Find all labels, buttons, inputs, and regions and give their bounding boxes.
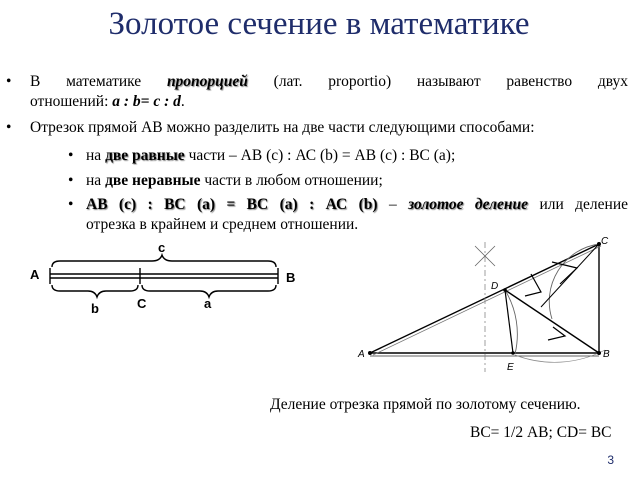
geo-label-e: E [507,362,514,373]
sub-bullet-equal: • на две равные части – АВ (с) : АС (b) = АВ (с) : ВС (а); [68,147,456,164]
label-c-top: c [158,240,166,255]
bullet-dot: • [68,196,74,213]
arc-de [505,290,517,354]
line-to-d [505,290,599,353]
geo-label-b: B [603,349,610,360]
label-b: b [91,301,99,316]
line-ac-shadow [373,246,601,355]
caption-construction: Деление отрезка прямой по золотому сечению. [270,396,581,413]
segment-diagram [0,240,320,320]
point-d [503,288,507,292]
sub-bullet-unequal: • на две неравные части в любом отношении; [68,172,383,189]
bullet-dot: • [6,119,12,136]
line-d-to-e [505,290,513,353]
sub-bullet-golden: • АВ (с) : ВС (а) = ВС (а) : АС (b) – золотое деление или деление отрезка в крайнем и среднем отношении. [68,196,629,233]
golden-section-construction [355,232,625,382]
geo-label-c: C [601,236,609,247]
caption-relations: ВС= 1/2 АВ; CD= BC [470,424,612,441]
proportion-formula: a : b= c : d [112,93,181,110]
bullet-dot: • [68,172,74,189]
geo-label-a: A [358,349,365,360]
term-proportion: пропорцией [166,73,248,90]
label-a-end: A [30,267,40,282]
brace-b [52,285,138,297]
slide-title: Золотое сечение в математике [108,6,530,42]
label-a: a [204,296,212,311]
term-golden-division: золотое деление [408,196,529,213]
bullet-dot: • [68,147,74,164]
bullet-proportion: • В математике пропорцией (лат. proportio) называют равенство двух отношений: a : b= c : d. [6,73,628,110]
line-c-to-mid [541,244,599,307]
arrow-2 [525,274,541,296]
golden-ratio-formula: АВ (с) : ВС (а) = ВС (а) : АС (b) [86,196,378,213]
label-b-end: B [286,270,296,285]
point-a [368,351,372,355]
point-e [511,351,515,355]
geo-label-d: D [491,281,499,292]
bullet-dot: • [6,73,12,90]
bullet-segment-division: • Отрезок прямой АВ можно разделить на две части следующими способами: [6,119,535,136]
label-c-point: C [137,296,147,311]
page-number: 3 [607,453,614,467]
brace-c [52,255,276,267]
point-b [597,351,601,355]
